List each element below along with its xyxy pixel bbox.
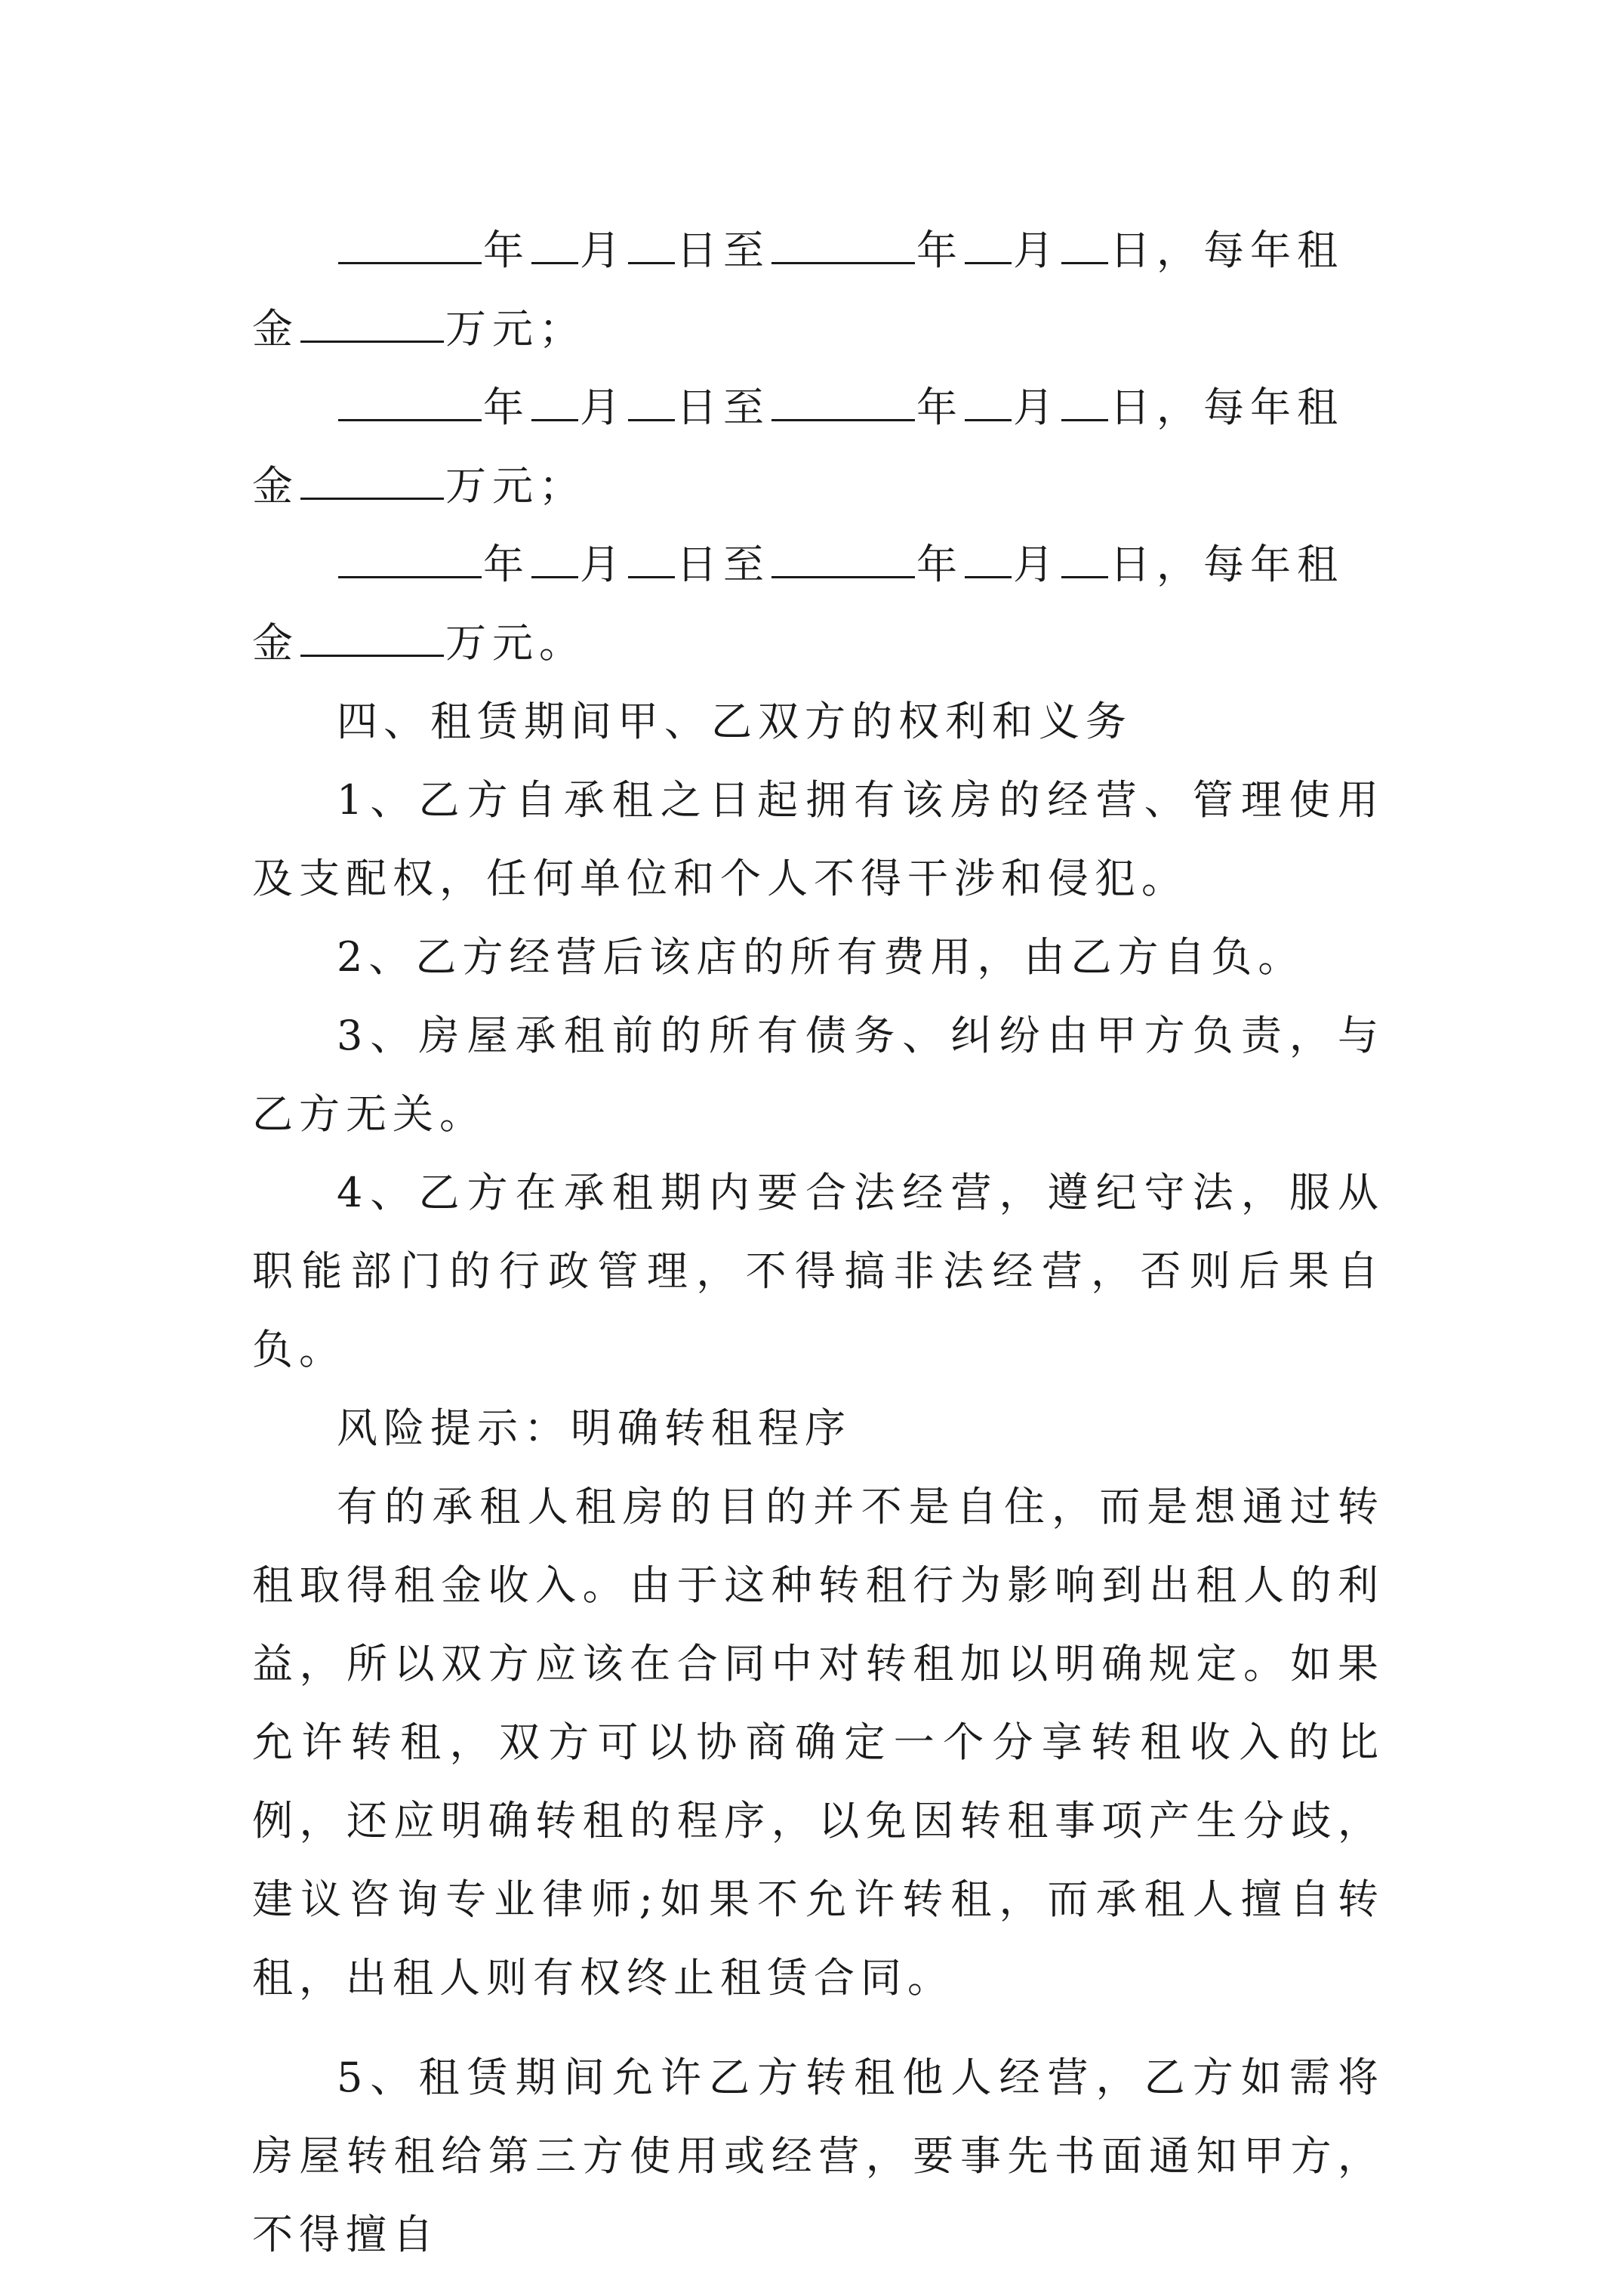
label-day-to: 日至 [676, 541, 770, 588]
label-month: 月 [580, 227, 627, 274]
clause-item-2: 2、乙方经营后该店的所有费用，由乙方自负。 [337, 933, 1305, 981]
clause-item-3: 3、房屋承租前的所有债务、纠纷由甲方负责，与乙方无关。 [252, 1012, 1384, 1138]
label-day-annual-rent: 日，每年租 [1110, 384, 1344, 431]
label-year: 年 [916, 384, 963, 431]
section-heading-rights-obligations: 四、租赁期间甲、乙双方的权利和义务 [337, 698, 1132, 745]
label-day-to: 日至 [676, 384, 770, 431]
clause-item-5: 5、租赁期间允许乙方转租他人经营，乙方如需将房屋转租给第三方使用或经营，要事先书面通知甲方，不得擅自 [252, 2054, 1384, 2258]
blank-field[interactable] [965, 537, 1012, 578]
label-month: 月 [1013, 541, 1060, 588]
blank-field[interactable] [965, 223, 1012, 264]
label-amount: 万元； [445, 305, 586, 353]
blank-field[interactable] [531, 380, 578, 421]
label-day-annual-rent: 日，每年租 [1110, 227, 1344, 274]
label-year: 年 [916, 227, 963, 274]
blank-field[interactable] [771, 380, 915, 421]
label-month: 月 [1013, 227, 1060, 274]
blank-field[interactable] [628, 223, 675, 264]
blank-field[interactable] [338, 537, 482, 578]
label-month: 月 [1013, 384, 1060, 431]
label-month: 月 [580, 384, 627, 431]
blank-field[interactable] [628, 380, 675, 421]
label-year: 年 [483, 384, 530, 431]
blank-field[interactable] [1061, 223, 1108, 264]
label-rent-cont: 金 [252, 305, 299, 353]
blank-field[interactable] [531, 223, 578, 264]
label-day-to: 日至 [676, 227, 770, 274]
blank-field[interactable] [965, 380, 1012, 421]
rent-period-line-2 [252, 368, 1384, 447]
rent-amount-line-2 [252, 447, 1384, 525]
rent-amount-line-3 [252, 604, 1384, 683]
label-rent-cont: 金 [252, 619, 299, 667]
blank-field[interactable] [1061, 380, 1108, 421]
blank-field[interactable] [338, 380, 482, 421]
label-year: 年 [483, 541, 530, 588]
label-year: 年 [483, 227, 530, 274]
label-year: 年 [916, 541, 963, 588]
risk-tip-heading: 风险提示：明确转租程序 [337, 1404, 852, 1452]
blank-field[interactable] [300, 301, 444, 343]
rent-amount-line-1 [252, 290, 1384, 368]
document-body [252, 211, 1384, 2274]
risk-tip-body: 有的承租人租房的目的并不是自住，而是想通过转租取得租金收入。由于这种转租行为影响到出租人的利益，所以双方应该在合同中对转租加以明确规定。如果允许转租，双方可以协商确定一个分享转租收入的比例，还应明确转租的程序，以免因转租事项产生分歧，建议咨询专业律师;如果不允许转租，而承租人擅自转租，出租人则有权终止租赁合同。 [252, 1483, 1384, 2002]
blank-field[interactable] [300, 458, 444, 500]
rent-period-line-1 [252, 211, 1384, 290]
blank-field[interactable] [1061, 537, 1108, 578]
blank-field[interactable] [338, 223, 482, 264]
blank-field[interactable] [628, 537, 675, 578]
label-month: 月 [580, 541, 627, 588]
label-day-annual-rent: 日，每年租 [1110, 541, 1344, 588]
label-amount: 万元； [445, 462, 586, 510]
blank-field[interactable] [531, 537, 578, 578]
label-amount: 万元。 [445, 619, 586, 667]
blank-field[interactable] [771, 223, 915, 264]
clause-item-1: 1、乙方自承租之日起拥有该房的经营、管理使用及支配权，任何单位和个人不得干涉和侵犯。 [252, 776, 1384, 902]
clause-item-4: 4、乙方在承租期内要合法经营，遵纪守法，服从职能部门的行政管理，不得搞非法经营，否则后果自负。 [252, 1169, 1384, 1373]
blank-field[interactable] [300, 615, 444, 657]
rent-period-line-3 [252, 525, 1384, 604]
label-rent-cont: 金 [252, 462, 299, 510]
blank-field[interactable] [771, 537, 915, 578]
